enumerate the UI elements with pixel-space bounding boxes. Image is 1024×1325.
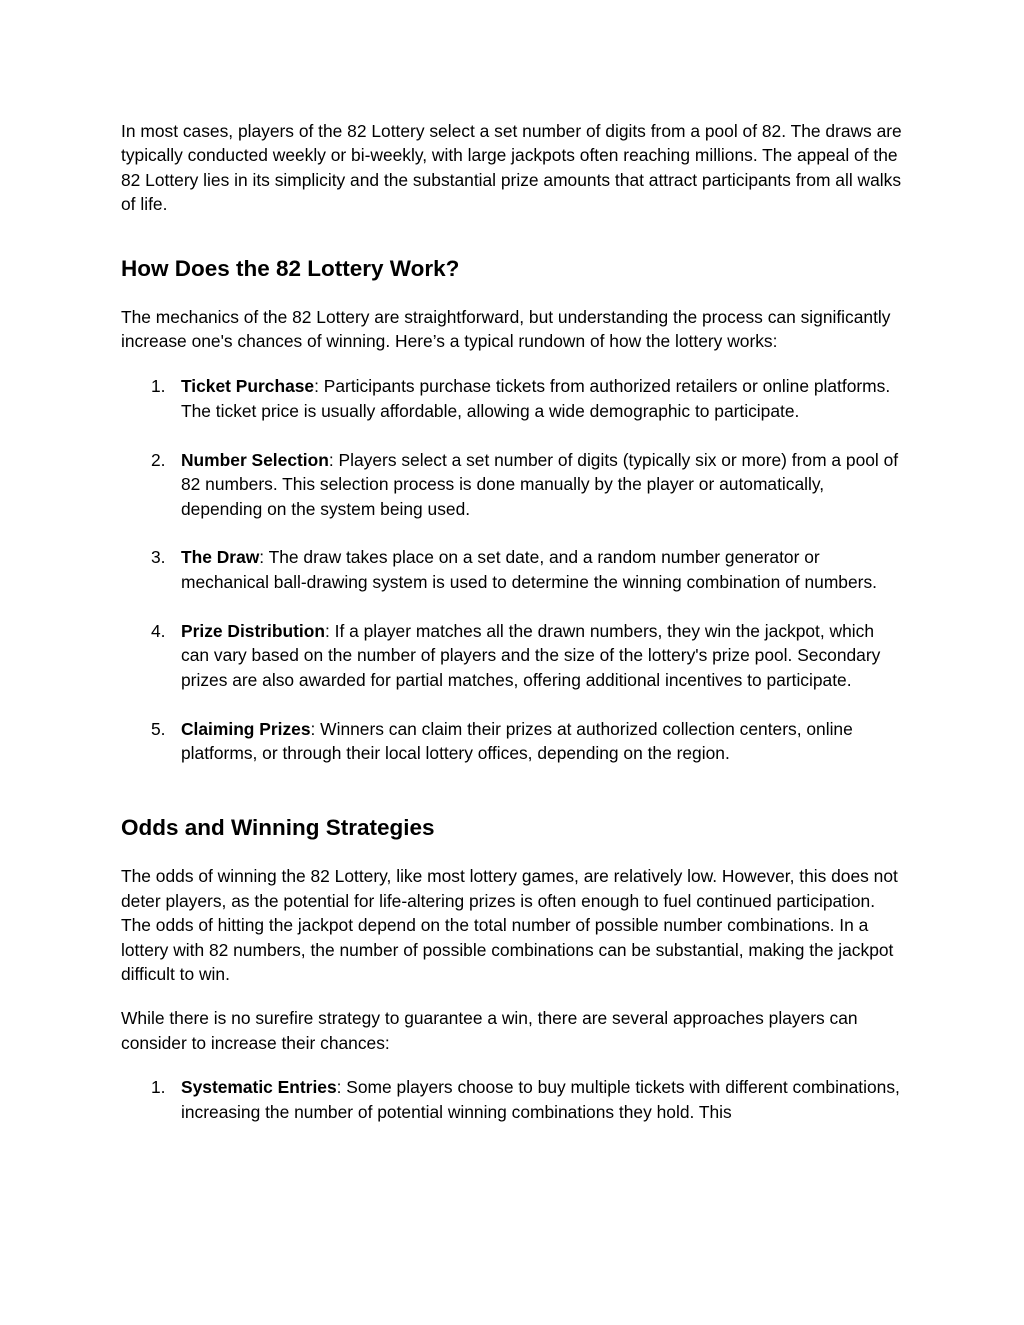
list-number: 5. xyxy=(151,718,166,739)
list-number: 3. xyxy=(151,547,166,568)
list-item xyxy=(121,448,906,521)
list-item xyxy=(121,619,906,692)
list-item-text: : Participants purchase tickets from authorized retailers or online platforms. The ticket price is usually affordable, allowing a wide demographic to participate. xyxy=(181,376,891,421)
document-body xyxy=(121,119,906,1148)
odds-paragraph: The odds of winning the 82 Lottery, like most lottery games, are relatively low. However, this does not deter players, as the potential for life-altering prizes is often enough to fuel continued participation. The odds of hitting the jackpot depend on the total number of possible number combinations. In a lottery with 82 numbers, the number of possible combinations can be substantial, making the jackpot difficult to win. xyxy=(121,866,898,984)
list-item-text: : Winners can claim their prizes at authorized collection centers, online platforms, or through their local lottery offices, depending on the region. xyxy=(181,718,853,763)
list-number: 1. xyxy=(151,1077,166,1098)
steps-list xyxy=(121,374,906,765)
heading-how-it-works: How Does the 82 Lottery Work? xyxy=(121,255,460,281)
list-item xyxy=(121,717,906,766)
list-number: 1. xyxy=(151,376,166,397)
list-item-text: : Some players choose to buy multiple tickets with different combinations, increasing the number of potential winning combinations they hold. This xyxy=(181,1077,900,1122)
how-it-works-paragraph: The mechanics of the 82 Lottery are straightforward, but understanding the process can significantly increase one's chances of winning. Here’s a typical rundown of how the lottery works: xyxy=(121,306,891,352)
list-item-text: : The draw takes place on a set date, and a random number generator or mechanical ball-drawing system is used to determine the winning combination of numbers. xyxy=(181,547,877,592)
list-number: 2. xyxy=(151,449,166,470)
list-number: 4. xyxy=(151,620,166,641)
list-item-text: : Players select a set number of digits (typically six or more) from a pool of 82 numbers. This selection process is done manually by the player or automatically, depending on the system being used. xyxy=(181,449,899,519)
list-item-title: Claiming Prizes xyxy=(181,718,311,739)
list-item xyxy=(121,374,906,423)
list-item xyxy=(121,1075,906,1124)
strategies-intro-paragraph: While there is no surefire strategy to guarantee a win, there are several approaches players can consider to increase their chances: xyxy=(121,1008,858,1053)
strategies-list xyxy=(121,1075,906,1124)
heading-odds-strategies: Odds and Winning Strategies xyxy=(121,815,435,841)
list-item-title: Ticket Purchase xyxy=(181,376,315,397)
list-item-title: Number Selection xyxy=(181,449,329,470)
list-item-title: The Draw xyxy=(181,547,260,568)
list-item-title: Systematic Entries xyxy=(181,1077,337,1098)
list-item xyxy=(121,545,906,594)
list-item-text: : If a player matches all the drawn numbers, they win the jackpot, which can vary based on the number of players and the size of the lottery's prize pool. Secondary prizes are also awarded for partial matches, offering additional incentives to participate. xyxy=(181,620,881,690)
list-item-title: Prize Distribution xyxy=(181,620,325,641)
intro-paragraph: In most cases, players of the 82 Lottery select a set number of digits from a pool of 82. The draws are typically conducted weekly or bi-weekly, with large jackpots often reaching millions. The appeal of the 82 Lottery lies in its simplicity and the substantial prize amounts that attract participants from all walks of life. xyxy=(121,121,902,215)
